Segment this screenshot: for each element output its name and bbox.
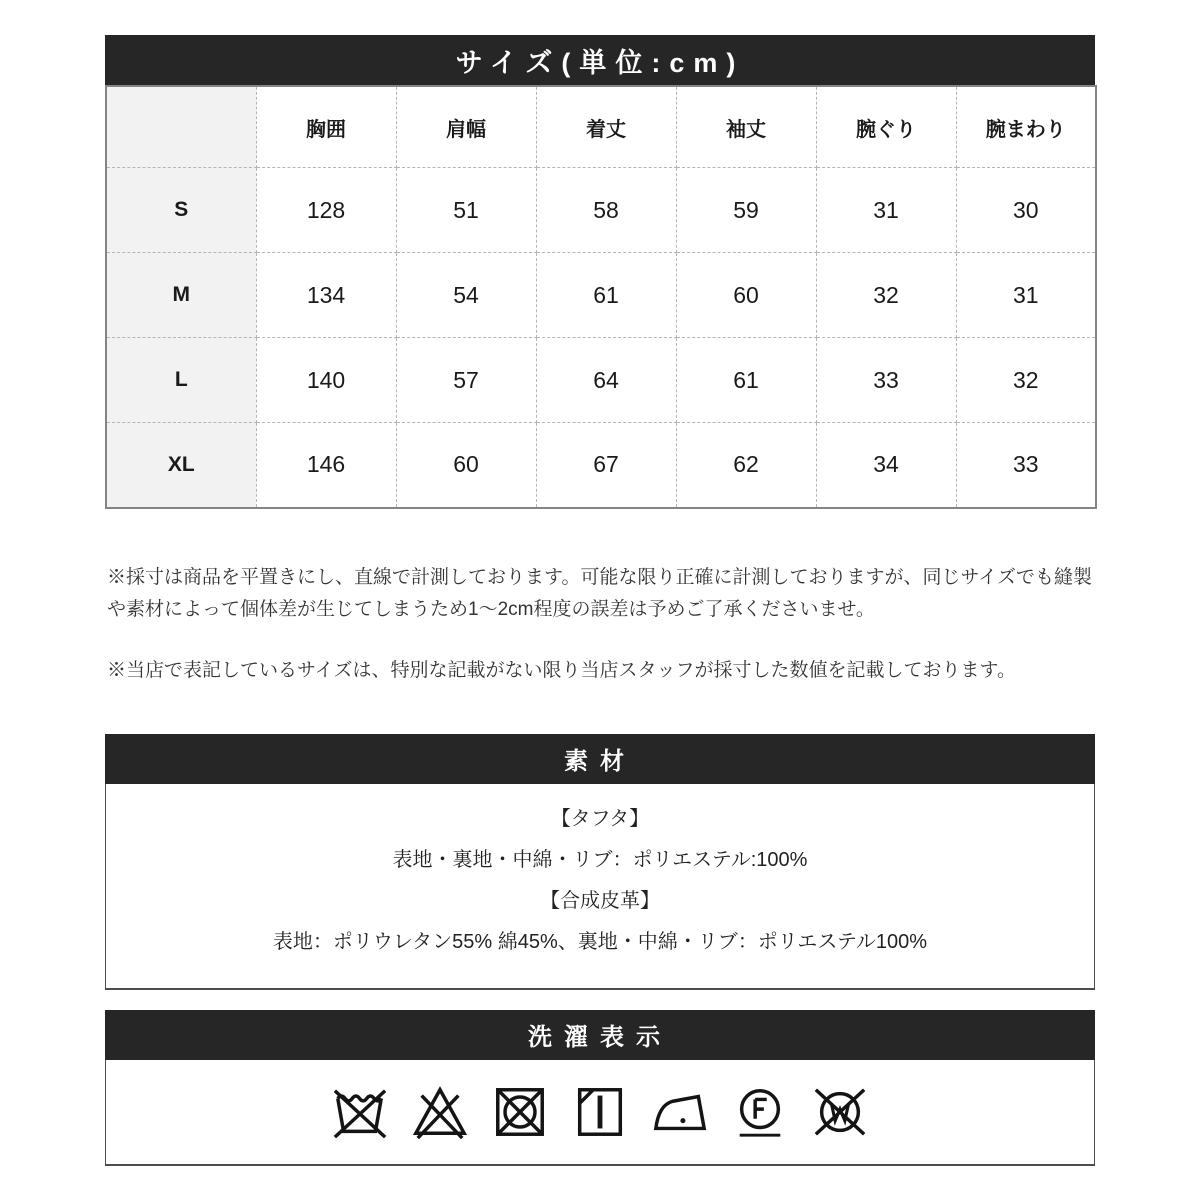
size-cell: 128 bbox=[256, 168, 396, 253]
column-header-sleeve: 袖丈 bbox=[676, 86, 816, 168]
material-line-taffeta-composition: 表地・裏地・中綿・リブ：ポリエステル:100% bbox=[392, 848, 808, 871]
column-header-armhole: 腕ぐり bbox=[816, 86, 956, 168]
size-cell: 60 bbox=[676, 253, 816, 338]
size-cell: 67 bbox=[536, 423, 676, 508]
do-not-wash-icon bbox=[331, 1083, 389, 1141]
size-cell: 32 bbox=[816, 253, 956, 338]
size-cell: 60 bbox=[396, 423, 536, 508]
do-not-tumble-dry-icon bbox=[491, 1083, 549, 1141]
do-not-bleach-icon bbox=[411, 1083, 469, 1141]
size-cell: 32 bbox=[956, 338, 1096, 423]
size-row-xl bbox=[106, 423, 1096, 508]
size-section-title: サイズ(単位:cm) bbox=[455, 47, 745, 78]
size-row-label: L bbox=[106, 338, 256, 423]
size-cell: 33 bbox=[816, 338, 956, 423]
page-content bbox=[105, 0, 1095, 1201]
size-cell: 31 bbox=[816, 168, 956, 253]
size-cell: 54 bbox=[396, 253, 536, 338]
size-cell: 61 bbox=[536, 253, 676, 338]
size-table-corner-cell bbox=[106, 86, 256, 168]
size-row-label: M bbox=[106, 253, 256, 338]
column-header-shoulder: 肩幅 bbox=[396, 86, 536, 168]
size-cell: 33 bbox=[956, 423, 1096, 508]
size-row-label: S bbox=[106, 168, 256, 253]
do-not-wet-clean-icon bbox=[811, 1083, 869, 1141]
column-header-length: 着丈 bbox=[536, 86, 676, 168]
size-cell: 64 bbox=[536, 338, 676, 423]
material-section-title: 素材 bbox=[564, 748, 636, 776]
size-cell: 58 bbox=[536, 168, 676, 253]
size-table-header-row bbox=[106, 86, 1096, 168]
size-row-m bbox=[106, 253, 1096, 338]
size-cell: 146 bbox=[256, 423, 396, 508]
size-row-l bbox=[106, 338, 1096, 423]
material-line-synthetic-leather-heading: 【合成皮革】 bbox=[540, 889, 660, 912]
measurement-note-1: ※採寸は商品を平置きにし、直線で計測しております。可能な限り正確に計測しておりますが、同じサイズでも縫製や素材によって個体差が生じてしまうため1〜2cm程度の誤差は予めご了承くださいませ。 bbox=[107, 566, 1092, 621]
line-dry-in-shade-icon bbox=[571, 1083, 629, 1141]
size-cell: 61 bbox=[676, 338, 816, 423]
measurement-notes bbox=[105, 562, 1095, 688]
size-cell: 134 bbox=[256, 253, 396, 338]
size-row-label: XL bbox=[106, 423, 256, 508]
size-cell: 30 bbox=[956, 168, 1096, 253]
dry-clean-petroleum-gentle-icon bbox=[731, 1083, 789, 1141]
size-cell: 31 bbox=[956, 253, 1096, 338]
size-cell: 62 bbox=[676, 423, 816, 508]
laundry-section-title: 洗濯表示 bbox=[528, 1024, 672, 1052]
size-cell: 51 bbox=[396, 168, 536, 253]
size-row-s bbox=[106, 168, 1096, 253]
column-header-chest: 胸囲 bbox=[256, 86, 396, 168]
size-section-title-band bbox=[105, 35, 1095, 85]
measurement-note-2: ※当店で表記しているサイズは、特別な記載がない限り当店スタッフが採寸した数値を記載しております。 bbox=[107, 659, 1016, 681]
material-line-taffeta-heading: 【タフタ】 bbox=[550, 807, 650, 830]
iron-low-heat-icon bbox=[651, 1083, 709, 1141]
material-line-synthetic-leather-composition: 表地：ポリウレタン55% 綿45%、裏地・中綿・リブ：ポリエステル100% bbox=[272, 930, 928, 953]
size-cell: 140 bbox=[256, 338, 396, 423]
size-cell: 34 bbox=[816, 423, 956, 508]
material-section-title-band bbox=[105, 734, 1095, 784]
size-cell: 57 bbox=[396, 338, 536, 423]
size-cell: 59 bbox=[676, 168, 816, 253]
laundry-section-title-band bbox=[105, 1010, 1095, 1060]
column-header-arm-circumference: 腕まわり bbox=[956, 86, 1096, 168]
material-section-body bbox=[105, 784, 1095, 990]
laundry-section-body bbox=[105, 1060, 1095, 1166]
size-table bbox=[105, 85, 1097, 509]
